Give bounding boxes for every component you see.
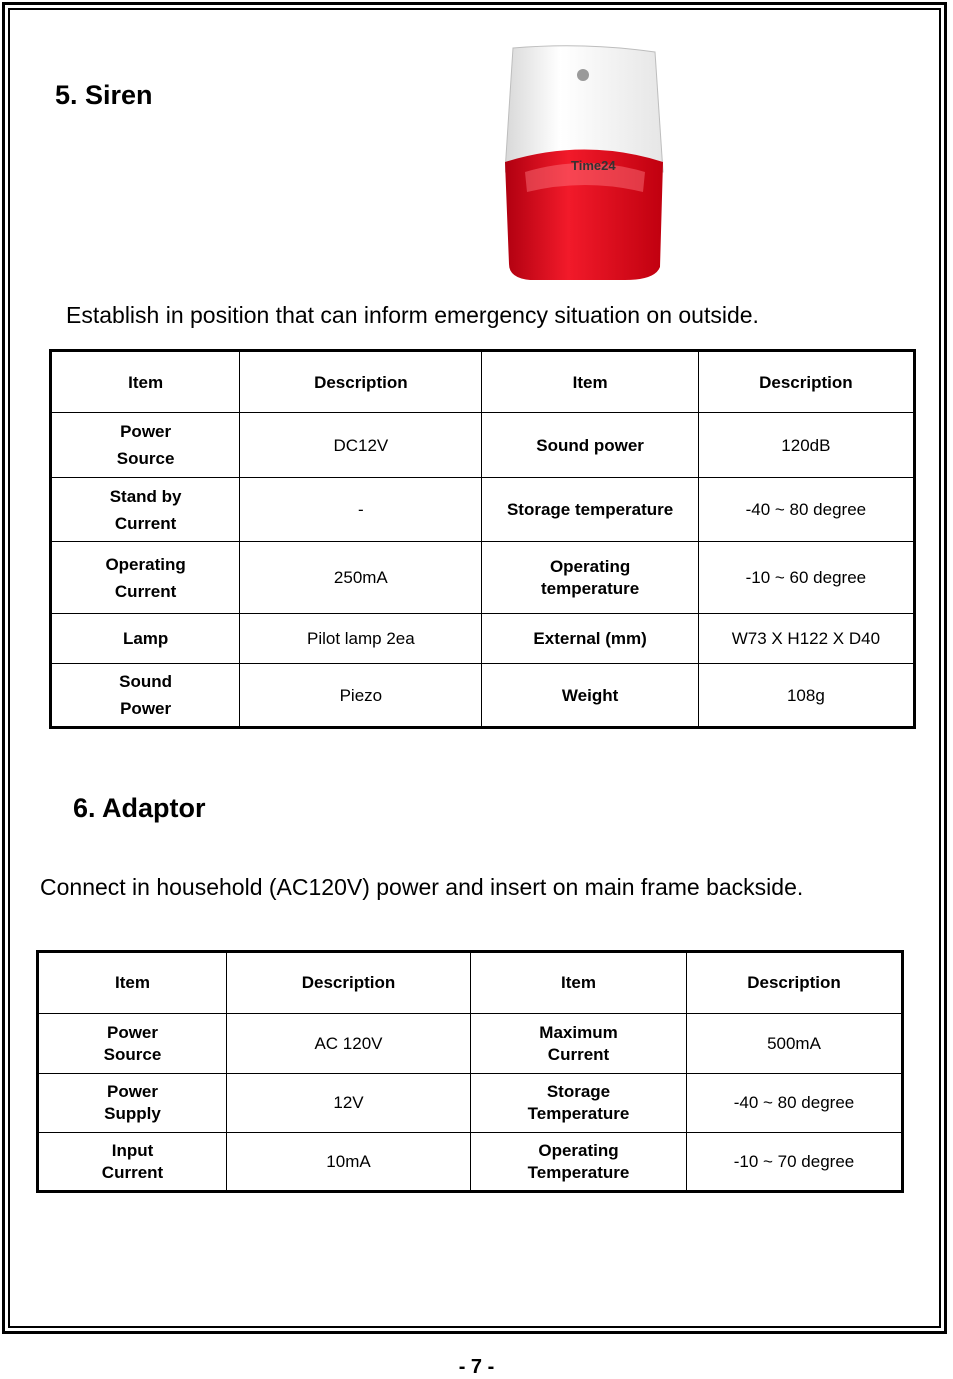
description-cell: -40 ~ 80 degree [687,1074,903,1133]
table-header-row [51,351,915,413]
siren-intro: Establish in position that can inform emergency situation on outside. [66,302,759,328]
item-cell: Sound power [482,413,698,478]
header-cell: Description [687,952,903,1014]
page-number: - 7 - [458,1356,495,1378]
header-cell: Description [698,351,914,413]
description-cell: W73 X H122 X D40 [698,614,914,664]
description-cell: Piezo [240,664,482,728]
item-cell: Operating Current [51,542,240,614]
table-row [51,478,915,542]
table-header-row [38,952,903,1014]
item-cell: Storage temperature [482,478,698,542]
siren-image [505,42,665,282]
description-cell: 108g [698,664,914,728]
description-cell: AC 120V [227,1014,471,1074]
table-row [51,542,915,614]
item-cell: Power Supply [38,1074,227,1133]
description-cell: 500mA [687,1014,903,1074]
siren-spec-table [49,349,916,729]
header-cell: Description [227,952,471,1014]
description-cell: 12V [227,1074,471,1133]
table-row [51,413,915,478]
item-cell: Input Current [38,1133,227,1192]
description-cell: 250mA [240,542,482,614]
description-cell: DC12V [240,413,482,478]
adaptor-intro: Connect in household (AC120V) power and insert on main frame backside. [40,874,804,900]
item-cell: Sound Power [51,664,240,728]
item-cell: Weight [482,664,698,728]
item-cell: Lamp [51,614,240,664]
item-cell: Operating Temperature [471,1133,687,1192]
item-cell: Operating temperature [482,542,698,614]
table-row [38,1074,903,1133]
header-cell: Item [51,351,240,413]
item-cell: Stand by Current [51,478,240,542]
adaptor-spec-table [36,950,904,1193]
siren-section-title: 5. Siren [55,80,153,110]
adaptor-section-title: 6. Adaptor [73,793,206,823]
description-cell: 10mA [227,1133,471,1192]
description-cell: - [240,478,482,542]
table-row [38,1133,903,1192]
table-row [51,664,915,728]
description-cell: -40 ~ 80 degree [698,478,914,542]
item-cell: Maximum Current [471,1014,687,1074]
header-cell: Item [482,351,698,413]
item-cell: External (mm) [482,614,698,664]
description-cell: -10 ~ 70 degree [687,1133,903,1192]
table-row [38,1014,903,1074]
siren-brand-text: Time24 [571,158,616,173]
description-cell: -10 ~ 60 degree [698,542,914,614]
table-row [51,614,915,664]
item-cell: Storage Temperature [471,1074,687,1133]
item-cell: Power Source [51,413,240,478]
description-cell: 120dB [698,413,914,478]
header-cell: Description [240,351,482,413]
header-cell: Item [38,952,227,1014]
description-cell: Pilot lamp 2ea [240,614,482,664]
item-cell: Power Source [38,1014,227,1074]
header-cell: Item [471,952,687,1014]
